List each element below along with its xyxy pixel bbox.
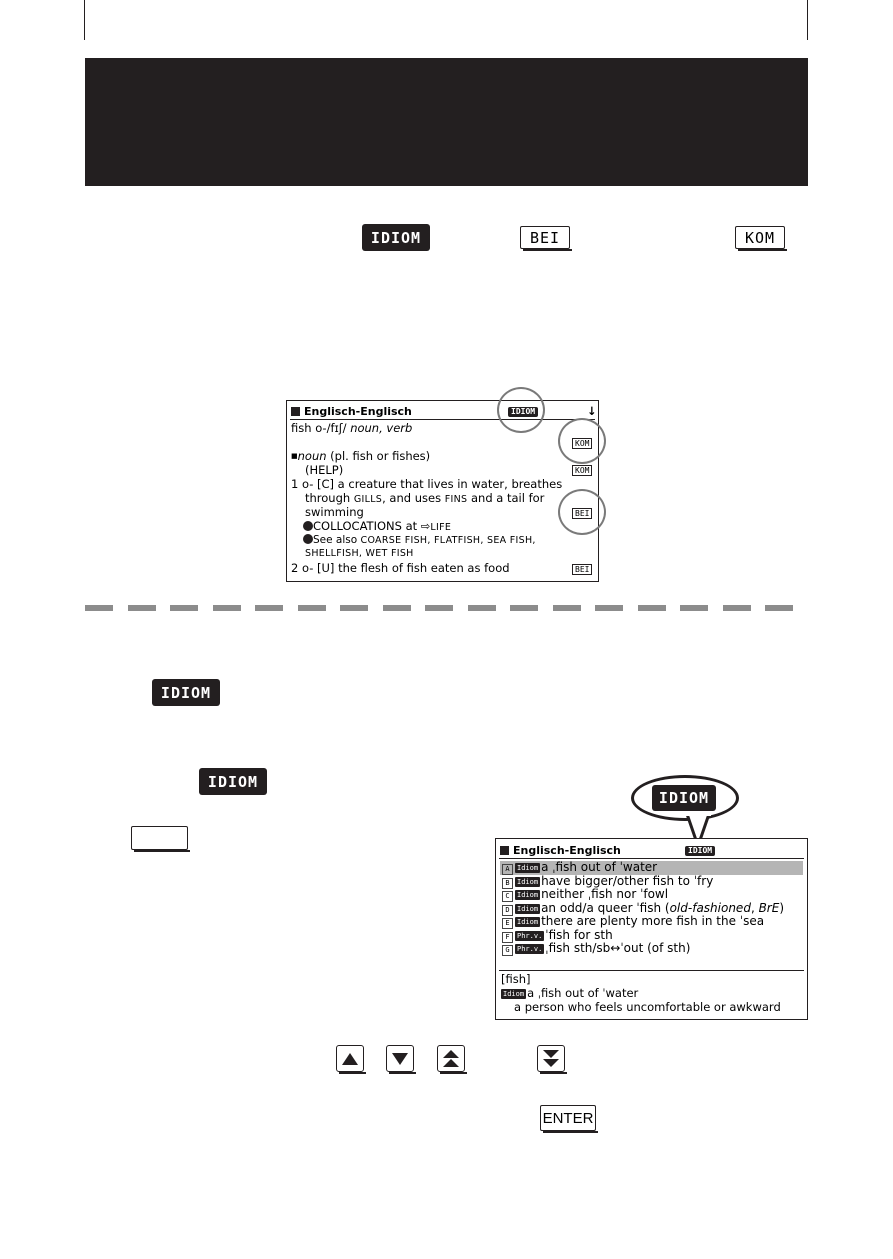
list-item[interactable]: A Idiom a ˌfish out of ˈwater [500,861,803,875]
screen-title: Englisch-Englisch [291,405,412,419]
highlight-circle-idiom [497,387,545,433]
list-letter: E [502,918,513,929]
idiom-indicator-2: IDIOM [685,846,715,856]
list-letter: C [502,891,513,902]
list-letter: G [502,945,513,956]
see-also-line2: SHELLFISH, WET FISH [305,548,414,559]
detail-separator [499,970,804,971]
list-tag: Phr.v. [517,931,543,940]
detail-definition: a person who feels uncomfortable or awkward [514,1000,781,1014]
crop-mark-left [84,0,85,40]
bei-mark-2: BEI [572,564,592,575]
list-item[interactable]: D Idiom an odd/a queer ˈfish (old-fashioned, BrE) [502,902,784,916]
idiom-key-step2: IDIOM [199,768,267,795]
list-tag: Idiom [517,864,539,872]
sense1-line2: through GILLS, and uses FINS and a tail for [305,491,545,505]
crop-mark-right [807,0,808,40]
idiom-key-step1: IDIOM [152,679,220,706]
idiom-tag: Idiom [503,990,525,998]
arrow-circle-icon [303,534,313,544]
idiom-key: IDIOM [362,224,430,251]
sense2-line: 2 o- [U] the flesh of fish eaten as food [291,561,510,575]
collocations-line: COLLOCATIONS at ⇨LIFE [303,519,451,535]
dictionary-screen-entry [286,400,599,582]
screen2-title: Englisch-Englisch [500,844,621,858]
header-band [85,58,808,186]
detail-phrase-line: Idiom a ˌfish out of ˈwater [503,986,639,1000]
dictionary-screen-idioms [495,838,808,1020]
list-letter: D [502,905,513,916]
idiom-callout-label: IDIOM [652,785,716,811]
list-item[interactable]: F Phr.v. ˈfish for sth [502,929,613,943]
sense1-line1: 1 o- [C] a creature that lives in water, breathes [291,477,563,491]
help-label: (HELP) [305,463,344,477]
highlight-circle-kom [558,418,606,464]
bei-key: BEI [520,226,570,249]
bei-mark-1: BEI [572,508,592,519]
page-down-icon [543,1050,559,1068]
sense1-line3: swimming [305,505,364,519]
idiom-indicator: IDIOM [508,407,538,417]
key-icon: o- [315,421,327,435]
title-underline [290,419,595,420]
list-tag: Idiom [517,918,539,926]
scroll-down-icon: ↓ [587,404,597,418]
kom-key: KOM [735,226,785,249]
title-underline-2 [499,858,804,859]
list-tag: Phr.v. [517,945,543,953]
kom-mark-1: KOM [572,438,592,449]
detail-headword: [fish] [501,972,531,986]
down-arrow-key [386,1045,414,1072]
list-item[interactable]: G Phr.v. ˌfish sth/sb↔ˈout (of sth) [502,942,690,956]
list-item[interactable]: C Idiom neither ˌfish nor ˈfowl [502,888,668,902]
list-letter: B [502,878,513,889]
enter-key: ENTER [540,1105,596,1131]
page-up-icon [443,1050,459,1068]
see-also-line: See also COARSE FISH, FLATFISH, SEA FISH, [303,533,536,548]
highlight-circle-bei [558,489,606,535]
list-tag: Idiom [517,877,539,886]
list-letter: F [502,932,513,943]
dashed-separator [85,605,808,611]
square-icon [291,407,300,416]
list-item[interactable]: E Idiom there are plenty more fish in the ˈsea [502,915,764,929]
down-arrow-icon [392,1053,408,1065]
page-down-key [537,1045,565,1072]
arrow-circle-icon [303,521,313,531]
up-arrow-key [336,1045,364,1072]
kom-mark-2: KOM [572,465,592,476]
square-icon [500,846,509,855]
noun-line: ■noun (pl. fish or fishes) [291,449,431,463]
list-tag: Idiom [517,891,539,899]
list-item[interactable]: B Idiom have bigger/other fish to ˈfry [502,875,713,889]
up-arrow-icon [342,1053,358,1065]
blank-key [131,826,188,850]
page-up-key [437,1045,465,1072]
list-tag: Idiom [517,904,539,913]
headword-line: fish o-/fɪʃ/ noun, verb [291,421,413,435]
list-letter: A [502,864,513,875]
